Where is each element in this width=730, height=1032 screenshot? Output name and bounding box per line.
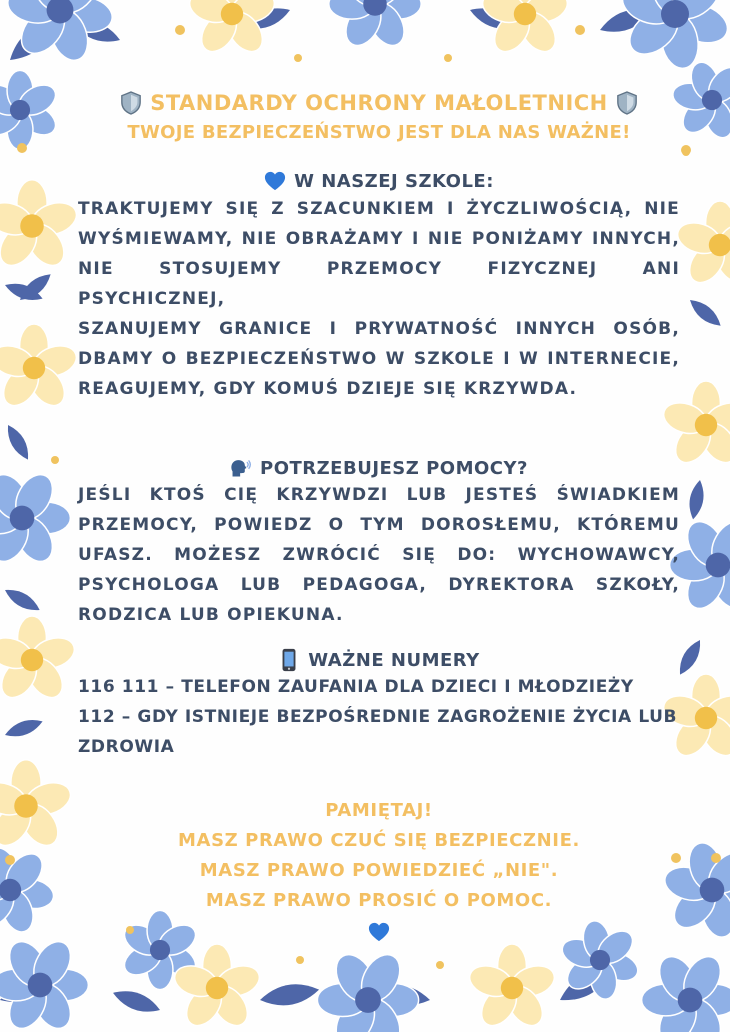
leaf	[686, 479, 706, 521]
title-row	[78, 86, 680, 120]
shield-icon	[120, 91, 142, 115]
cream-flower	[466, 944, 559, 1032]
dot	[17, 143, 27, 153]
shield-icon	[616, 91, 638, 115]
phone-number-line: 116 111 – TELEFON ZAUFANIA DLA DZIECI I MŁODZIEŻY	[78, 677, 634, 697]
dot	[175, 25, 185, 35]
dot	[711, 853, 721, 863]
blue-flower	[642, 950, 730, 1032]
blue-heart-icon	[264, 169, 286, 193]
leaf	[110, 985, 163, 1018]
blue-flower	[329, 0, 421, 52]
speaking-head-icon	[230, 456, 252, 480]
cream-flower	[0, 760, 75, 852]
numbers-heading-row	[78, 648, 680, 672]
closing-line: MASZ PRAWO POWIEDZIEĆ „NIE".	[199, 860, 559, 881]
school-rule-line: REAGUJEMY, GDY KOMUŚ DZIEJE SIĘ KRZYWDA.	[78, 379, 578, 399]
phone-number-line: 112 – GDY ISTNIEJE BEZPOŚREDNIE ZAGROŻENIE ŻYCIA LUB	[78, 707, 678, 727]
school-rule-line: WYŚMIEWAMY, NIE OBRAŻAMY I NIE PONIŻAMY INNYCH,	[78, 229, 680, 249]
phone-number-line: ZDROWIA	[78, 737, 175, 757]
school-rule-line: DBAMY O BEZPIECZEŃSTWO W SZKOLE I W INTERNECIE,	[78, 349, 680, 369]
help-text-line: UFASZ. MOŻESZ ZWRÓCIĆ SIĘ DO: WYCHOWAWCY,	[78, 545, 680, 565]
school-heading-row	[78, 169, 680, 193]
dot	[575, 25, 585, 35]
dot	[444, 54, 452, 62]
page-subtitle: TWOJE BEZPIECZEŃSTWO JEST DLA NAS WAŻNE!	[127, 122, 631, 143]
blue-flower	[0, 935, 88, 1032]
numbers-heading: WAŻNE NUMERY	[308, 649, 480, 671]
school-rules	[78, 194, 680, 404]
blue-flower	[317, 948, 418, 1032]
school-rule-line: NIE STOSUJEMY PRZEMOCY FIZYCZNEJ ANI PSYCHICZNEJ,	[78, 259, 680, 309]
closing-title: PAMIĘTAJ!	[325, 800, 433, 821]
closing-line: MASZ PRAWO CZUĆ SIĘ BEZPIECZNIE.	[178, 830, 580, 851]
dot	[294, 54, 302, 62]
leaf	[686, 295, 725, 331]
help-heading-row	[78, 456, 680, 480]
leaf	[3, 715, 45, 741]
closing-message	[78, 796, 680, 916]
help-text-line: RODZICA LUB OPIEKUNA.	[78, 605, 344, 625]
closing-line: MASZ PRAWO PROSIĆ O POMOC.	[205, 890, 553, 911]
help-text-line: PRZEMOCY, POWIEDZ O TYM DOROSŁEMU, KTÓREMU	[78, 515, 680, 535]
cream-flower	[186, 0, 279, 58]
phone-numbers	[78, 672, 680, 762]
blue-heart-icon	[368, 920, 390, 944]
dot	[5, 855, 15, 865]
cream-flower	[674, 201, 730, 289]
cream-flower	[0, 324, 80, 412]
poster-content	[78, 86, 680, 949]
dot	[51, 456, 59, 464]
help-heading: POTRZEBUJESZ POMOCY?	[260, 457, 528, 479]
closing-heart-row	[78, 920, 680, 949]
cream-flower	[0, 180, 81, 272]
school-heading: W NASZEJ SZKOLE:	[294, 170, 494, 192]
blue-flower	[0, 468, 70, 568]
leaf	[2, 584, 43, 616]
school-rule-line: SZANUJEMY GRANICE I PRYWATNOŚĆ INNYCH OSÓB,	[78, 319, 680, 339]
page-title: STANDARDY OCHRONY MAŁOLETNICH	[150, 91, 608, 115]
blue-flower	[0, 70, 61, 149]
cream-flower	[479, 0, 572, 58]
school-rule-line: TRAKTUJEMY SIĘ Z SZACUNKIEM I ŻYCZLIWOŚCIĄ, NIE	[78, 199, 680, 219]
help-text-line: PSYCHOLOGA LUB PEDAGOGA, DYREKTORA SZKOŁY,	[78, 575, 680, 595]
blue-flower	[617, 0, 730, 71]
dot	[682, 148, 690, 156]
dot	[436, 961, 444, 969]
mobile-phone-icon	[278, 648, 300, 672]
cream-flower	[0, 616, 78, 704]
leaf	[2, 422, 34, 463]
help-text-line: JEŚLI KTOŚ CIĘ KRZYWDZI LUB JESTEŚ ŚWIADKIEM	[78, 485, 680, 505]
help-text	[78, 480, 680, 630]
leaf	[258, 980, 321, 1010]
dot	[296, 956, 304, 964]
